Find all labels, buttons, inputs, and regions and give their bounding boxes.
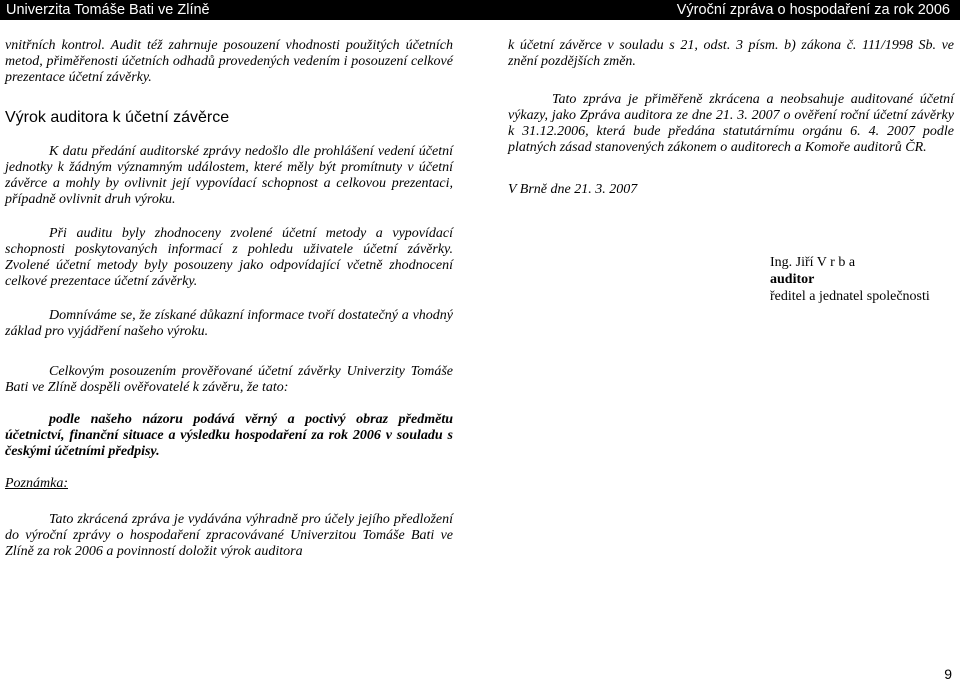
place-date: V Brně dne 21. 3. 2007 xyxy=(508,182,638,197)
paragraph-law-reference: k účetní závěrce v souladu s 21, odst. 3 písm. b) zákona č. 111/1998 Sb. ve znění pozdějších změn. xyxy=(508,38,954,69)
paragraph-methods: Při auditu byly zhodnoceny zvolené účetní metody a vypovídací schopnosti poskytovaných informací z pohledu uživatele účetní závěrky. Zvolené účetní metody byly posouzeny jako odpovídající včetně zhodnocení celkové prezentace účetní závěrky. xyxy=(5,226,453,289)
note-label: Poznámka: xyxy=(5,476,68,491)
signature-role-auditor: auditor xyxy=(770,272,815,287)
section-heading: Výrok auditora k účetní závěrce xyxy=(5,109,230,126)
paragraph-abridged: Tato zpráva je přiměřeně zkrácena a neobsahuje auditované účetní výkazy, jako Zpráva auditora ze dne 21. 3. 2007 o ověření roční účetní závěrky k 31.12.2006, která bude předána statutárnímu orgánu 6. 4. 2007 podle platných zásad stanovených zákonem o auditorech a Komoře auditorů ČR. xyxy=(508,92,954,155)
header-report-title: Výroční zpráva o hospodaření za rok 2006 xyxy=(676,2,950,18)
page-number: 9 xyxy=(944,666,952,682)
note-text: Tato zkrácená zpráva je vydávána výhradně pro účely jejího předložení do výroční zprávy o hospodaření zpracovávané Univerzitou Tomáše Bati ve Zlíně za rok 2006 a povinností doložit výrok auditora xyxy=(5,512,453,559)
paragraph-opinion: podle našeho názoru podává věrný a poctivý obraz předmětu účetnictví, finanční situace a výsledku hospodaření za rok 2006 v souladu s českými účetními předpisy. xyxy=(5,412,453,459)
page-header xyxy=(0,0,960,20)
paragraph-events: K datu předání auditorské zprávy nedošlo dle prohlášení vedení účetní jednotky k žádným významným událostem, které měly být promítnuty v účetní závěrce a mohly by ovlivnit její vypovídací schopnost a celkovou prezentaci, případně ovlivnit druh výroku. xyxy=(5,144,453,207)
signature-name: Ing. Jiří V r b a xyxy=(770,255,856,270)
signature-block xyxy=(770,254,930,305)
paragraph-conclusion: Celkovým posouzením prověřované účetní závěrky Univerzity Tomáše Bati ve Zlíně dospěli ověřovatelé k závěru, že tato: xyxy=(5,364,453,395)
paragraph-evidence: Domníváme se, že získané důkazní informace tvoří dostatečný a vhodný základ pro vyjádření našeho výroku. xyxy=(5,308,453,339)
left-column xyxy=(5,38,453,560)
right-column xyxy=(508,38,954,198)
header-university: Univerzita Tomáše Bati ve Zlíně xyxy=(6,2,210,18)
intro-paragraph: vnitřních kontrol. Audit též zahrnuje posouzení vhodnosti použitých účetních metod, přiměřenosti účetních odhadů provedených vedením i posouzení celkové prezentace účetní závěrky. xyxy=(5,38,453,85)
signature-role-director: ředitel a jednatel společnosti xyxy=(770,289,930,304)
